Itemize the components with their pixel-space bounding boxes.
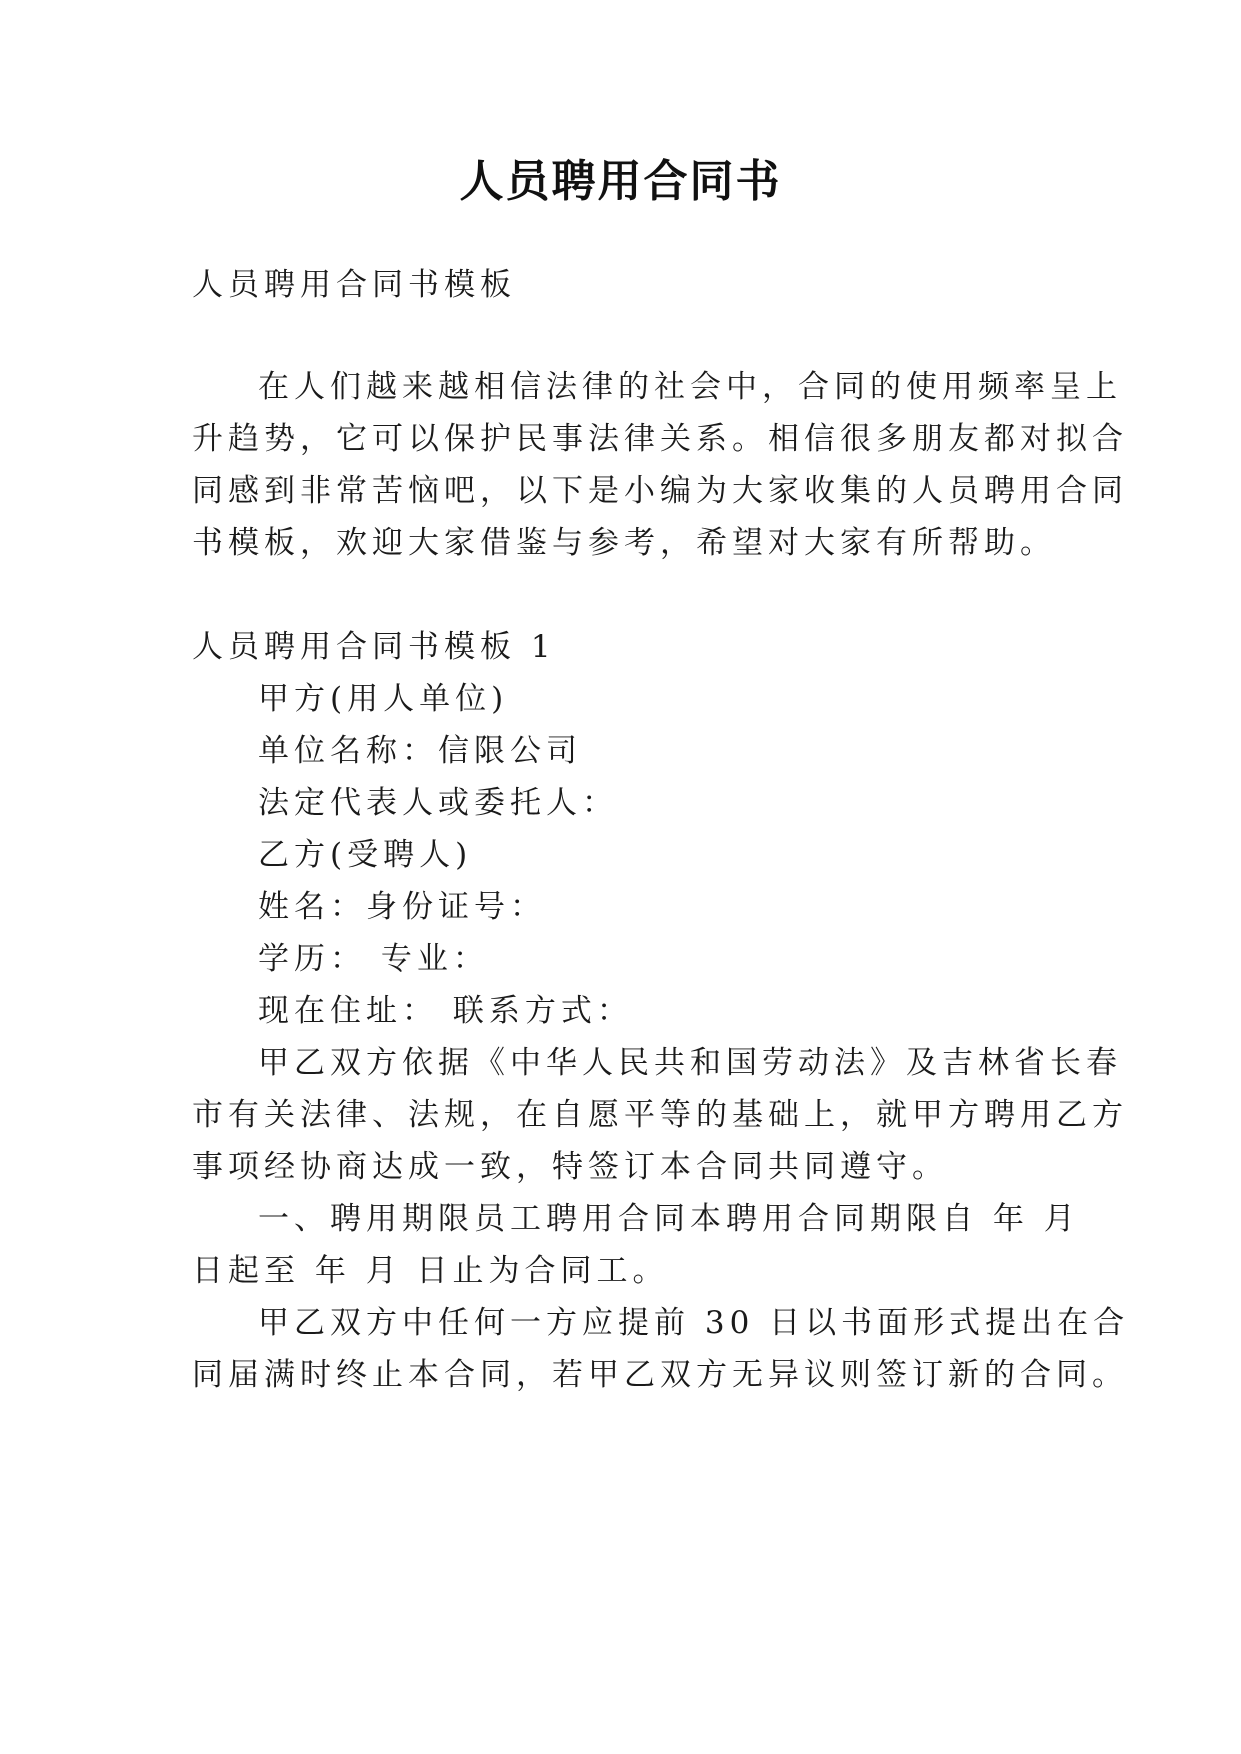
clause-line: 一、聘用期限员工聘用合同本聘用合同期限自 年 月	[258, 1201, 1080, 1237]
intro-line: 同感到非常苦恼吧，以下是小编为大家收集的人员聘用合同	[192, 473, 1128, 509]
field-line: 现在住址： 联系方式：	[258, 993, 633, 1029]
field-line: 学历： 专业：	[258, 941, 489, 977]
clause-line: 同届满时终止本合同，若甲乙双方无异议则签订新的合同。	[192, 1357, 1128, 1393]
intro-line: 升趋势，它可以保护民事法律关系。相信很多朋友都对拟合	[192, 421, 1128, 457]
field-line: 法定代表人或委托人：	[258, 785, 618, 821]
basis-line: 市有关法律、法规，在自愿平等的基础上，就甲方聘用乙方	[192, 1097, 1128, 1133]
section-heading: 人员聘用合同书模板 1	[192, 629, 556, 665]
field-line: 甲方(用人单位)	[258, 681, 509, 717]
clause-line: 日起至 年 月 日止为合同工。	[192, 1253, 669, 1289]
intro-line: 书模板，欢迎大家借鉴与参考，希望对大家有所帮助。	[192, 525, 1056, 561]
document-title: 人员聘用合同书	[459, 156, 782, 207]
intro-line: 在人们越来越相信法律的社会中，合同的使用频率呈上	[258, 369, 1122, 405]
basis-line: 事项经协商达成一致，特签订本合同共同遵守。	[192, 1149, 948, 1185]
clause-line: 甲乙双方中任何一方应提前 30 日以书面形式提出在合	[258, 1305, 1130, 1341]
basis-line: 甲乙双方依据《中华人民共和国劳动法》及吉林省长春	[258, 1045, 1122, 1081]
field-line: 乙方(受聘人)	[258, 837, 473, 873]
field-line: 姓名：身份证号：	[258, 889, 546, 925]
document-subtitle: 人员聘用合同书模板	[192, 267, 516, 303]
field-line: 单位名称：信限公司	[258, 733, 582, 769]
